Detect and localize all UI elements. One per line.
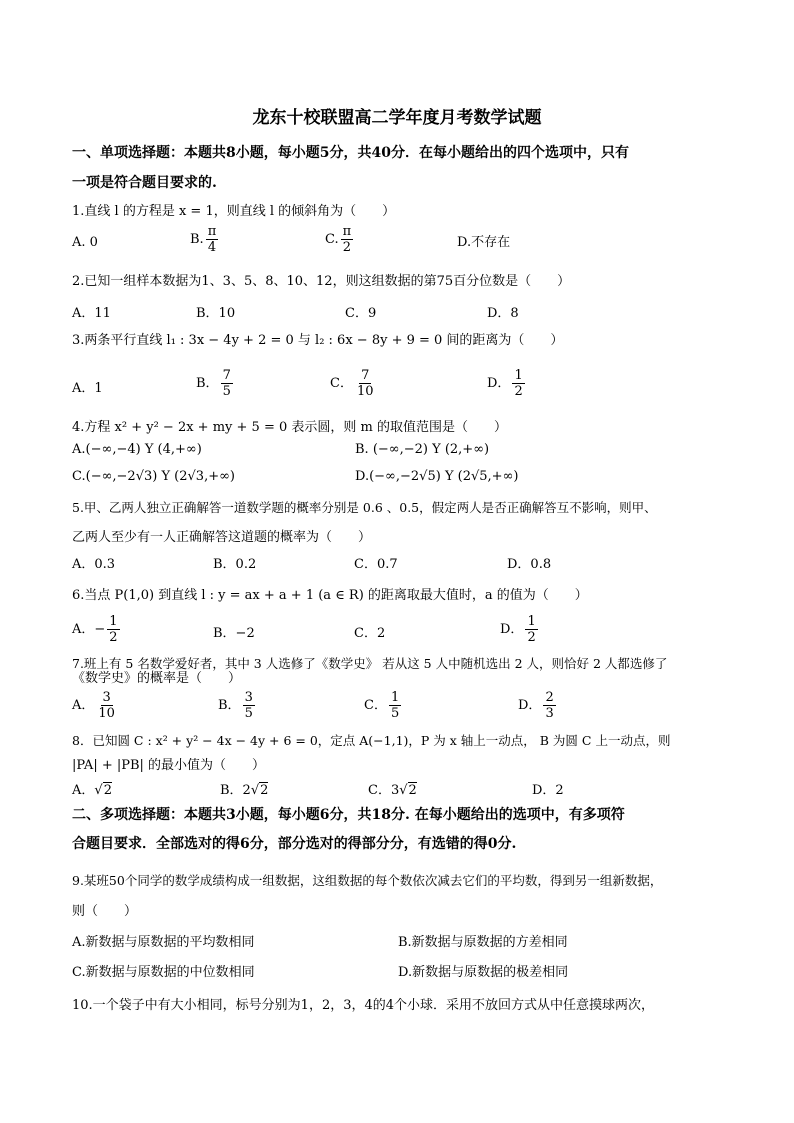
section1-heading: 一、单项选择题：本题共8小题，每小题5分，共40分．在每小题给出的四个选项中，只有: [72, 145, 629, 161]
q6-option-c: C．2: [354, 626, 386, 641]
q8-option-a: A．√2: [72, 783, 112, 798]
q5-stem-cont: 乙两人至少有一人正确解答这道题的概率为（ ）: [72, 530, 372, 545]
q2-option-c: C．9: [345, 306, 377, 321]
page-title: 龙东十校联盟高二学年度月考数学试题: [252, 108, 542, 128]
q7-stem-cont: 《数学史》的概率是（ ）: [72, 671, 242, 686]
q5-option-c: C．0.7: [354, 557, 398, 572]
q5-option-b: B．0.2: [213, 557, 257, 572]
section2-heading-cont: 合题目要求．全部选对的得6分，部分选对的得部分分，有选错的得0分.: [72, 836, 517, 852]
q8-stem: 8．已知圆 C : x² + y² − 4x − 4y + 6 = 0，定点 A(−1,1)，P 为 x 轴上一动点， B 为圆 C 上一动点，则: [72, 733, 671, 748]
q6-option-d: D． $\frac{1}{2}$: [500, 614, 536, 645]
q4-option-b: B. (−∞,−2) Y (2,+∞): [355, 442, 490, 457]
q5-option-a: A．0.3: [72, 557, 116, 572]
q2-option-b: B．10: [196, 306, 236, 321]
q2-stem: 2.已知一组样本数据为1、3、5、8、10、12，则这组数据的第75百分位数是（ ）: [72, 274, 571, 289]
q8-stem-cont: |PA| + |PB| 的最小值为（ ）: [72, 758, 266, 773]
q7-option-a: A． $\frac{3}{10}$: [72, 690, 115, 721]
q3-stem: 3.两条平行直线 l₁ : 3x − 4y + 2 = 0 与 l₂ : 6x − 8y + 9 = 0 间的距离为（ ）: [72, 333, 564, 348]
q7-stem: 7.班上有 5 名数学爱好者，其中 3 人选修了《数学史》 若从这 5 人中随机选出 2 人，则恰好 2 人都选修了: [72, 656, 668, 671]
section2-heading: 二、多项选择题：本题共3小题，每小题6分，共18分. 在每小题给出的选项中，有多项符: [72, 807, 625, 823]
q3-option-d: D． $\frac{1}{2}$: [487, 368, 523, 399]
q9-stem-cont: 则（ ）: [72, 904, 138, 919]
q8-option-b: B．2√2: [220, 783, 269, 798]
q6-option-b: B．−2: [213, 626, 255, 641]
section1-heading-cont: 一项是符合题目要求的.: [72, 175, 217, 191]
q8-option-c: C．3√2: [368, 783, 417, 798]
q9-stem: 9.某班50个同学的数学成绩构成一组数据，这组数据的每个数依次减去它们的平均数，得到另一组新数据，: [72, 873, 663, 888]
q10-stem: 10.一个袋子中有大小相同，标号分别为1，2，3，4的4个小球．采用不放回方式从中任意摸球两次，: [72, 998, 655, 1013]
q5-stem: 5.甲、乙两人独立正确解答一道数学题的概率分别是 0.6 、0.5，假定两人是否正确解答互不影响，则甲、: [72, 500, 657, 515]
q6-option-a: A．− $\frac{1}{2}$: [72, 614, 118, 645]
q7-option-b: B． $\frac{3}{5}$: [218, 690, 253, 721]
q7-option-c: C． $\frac{1}{5}$: [364, 690, 400, 721]
q1-stem: 1.直线 l 的方程是 x = 1，则直线 l 的倾斜角为（ ）: [72, 204, 396, 219]
q1-option-b: B. $\frac{\pi}{4}$: [190, 224, 217, 255]
q4-option-d: D.(−∞,−2√5) Y (2√5,+∞): [355, 469, 519, 484]
q9-option-a: A.新数据与原数据的平均数相同: [72, 935, 255, 950]
q4-stem: 4.方程 x² + y² − 2x + my + 5 = 0 表示圆，则 m 的取值范围是（ ）: [72, 420, 507, 435]
q4-option-c: C.(−∞,−2√3) Y (2√3,+∞): [72, 469, 236, 484]
q2-option-d: D．8: [487, 306, 519, 321]
q3-option-a: A．1: [72, 381, 103, 396]
q5-option-d: D．0.8: [507, 557, 552, 572]
q2-option-a: A．11: [72, 306, 111, 321]
q6-stem: 6.当点 P(1,0) 到直线 l : y = ax + a + 1 (a ∈ R) 的距离取最大值时，a 的值为（ ）: [72, 588, 588, 603]
q1-option-d: D.不存在: [457, 235, 511, 250]
q1-option-c: C. $\frac{\pi}{2}$: [325, 224, 352, 255]
q9-option-c: C.新数据与原数据的中位数相同: [72, 965, 255, 980]
q4-option-a: A.(−∞,−4) Y (4,+∞): [72, 442, 202, 457]
q3-option-c: C． $\frac{7}{10}$: [330, 368, 374, 399]
q8-option-d: D．2: [532, 783, 564, 798]
q3-option-b: B． $\frac{7}{5}$: [196, 368, 231, 399]
q1-option-a: A. 0: [72, 235, 98, 250]
q9-option-d: D.新数据与原数据的极差相同: [398, 965, 569, 980]
q7-option-d: D． $\frac{2}{3}$: [518, 690, 554, 721]
q9-option-b: B.新数据与原数据的方差相同: [398, 935, 568, 950]
